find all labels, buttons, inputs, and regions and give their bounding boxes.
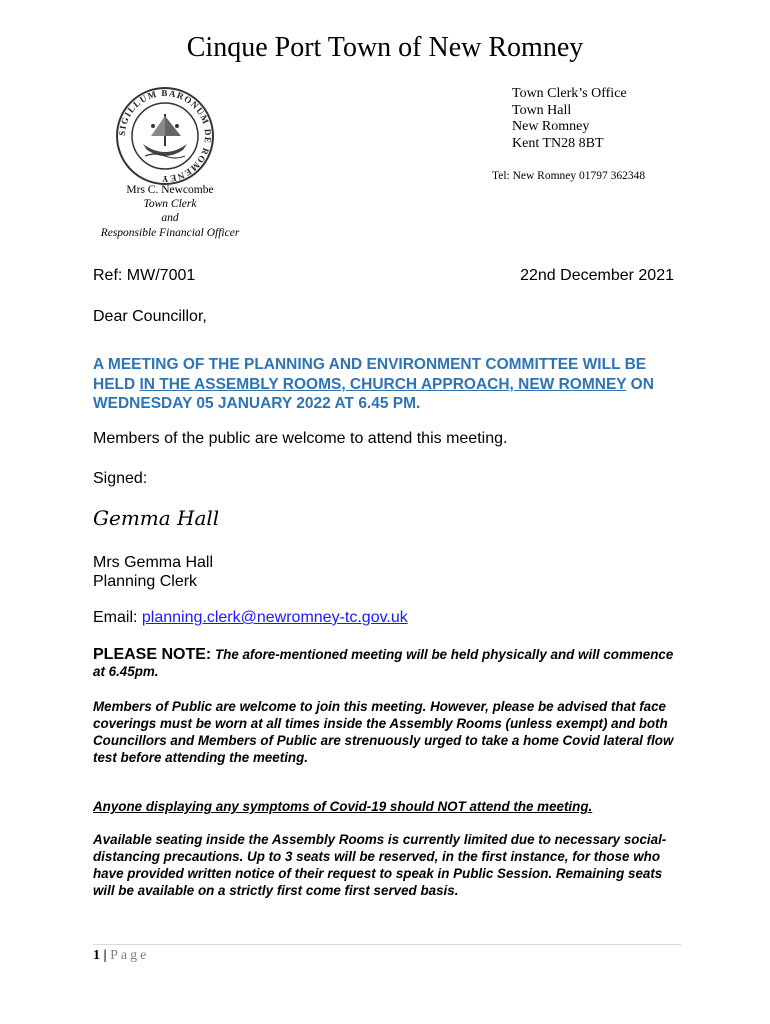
town-seal-icon — [115, 86, 215, 186]
public-welcome: Members of the public are welcome to attend this meeting. — [93, 430, 508, 447]
note-text: The afore-mentioned meeting will be held physically and will commence at 6.45pm. — [93, 647, 674, 679]
signer-name: Mrs Gemma Hall — [93, 554, 214, 571]
office-address — [512, 86, 627, 152]
address-line: Kent TN28 8BT — [512, 135, 604, 151]
signature: Gemma Hall — [93, 506, 220, 530]
signed-label: Signed: — [93, 470, 148, 487]
reference: Ref: MW/7001 — [93, 267, 196, 284]
meeting-venue: IN THE ASSEMBLY ROOMS, CHURCH APPROACH, NEW ROMNEY — [139, 375, 627, 393]
meeting-datetime: ON WEDNESDAY 05 JANUARY 2022 AT 6.45 PM. — [93, 375, 654, 412]
svg-text:SIGILLUM BARONUM DE ROMENEY: SIGILLUM BARONUM DE ROMENEY — [116, 87, 214, 185]
email-label: Email: — [93, 609, 142, 626]
letter-date: 22nd December 2021 — [520, 267, 674, 284]
salutation: Dear Councillor, — [93, 308, 207, 325]
signer-role: Planning Clerk — [93, 573, 198, 590]
please-note — [93, 646, 678, 680]
signer-block — [93, 553, 213, 591]
email-line — [93, 609, 408, 627]
address-line: Town Clerk’s Office — [512, 86, 627, 101]
town-clerk-block — [90, 183, 250, 240]
meeting-text: A MEETING OF THE PLANNING AND ENVIRONMENT COMMITTEE WILL BE HELD — [93, 356, 647, 393]
page-label: Page — [110, 948, 150, 963]
address-line: Town Hall — [512, 102, 572, 118]
address-line: New Romney — [512, 119, 590, 135]
page-footer — [93, 948, 149, 964]
clerk-and: and — [161, 212, 179, 225]
footer-separator: | — [100, 948, 111, 963]
page-title: Cinque Port Town of New Romney — [186, 32, 584, 63]
footer-divider — [93, 944, 681, 945]
clerk-name: Mrs C. Newcombe — [126, 184, 214, 196]
note-label: PLEASE NOTE: — [93, 646, 212, 663]
clerk-role-2: Responsible Financial Officer — [100, 226, 240, 239]
telephone: Tel: New Romney 01797 362348 — [492, 170, 646, 182]
notice-paragraph: Members of Public are welcome to join this meeting. However, please be advised that face coverings must be worn at all times inside the Assembly Rooms (unless exempt) and both Councillors and Members of Public are strenuously urged to take a home Covid lateral flow test before attending the meeting. — [93, 699, 674, 765]
email-link[interactable]: planning.clerk@newromney-tc.gov.uk — [141, 609, 408, 626]
page-number: 1 — [93, 948, 100, 963]
seating-paragraph: Available seating inside the Assembly Rooms is currently limited due to necessary social-distancing precautions. Up to 3 seats will be reserved, in the first instance, for those who have provided written notice of their request to speak in Public Session. Remaining seats will be available on a strictly first come first served basis. — [93, 832, 667, 898]
clerk-role: Town Clerk — [143, 198, 197, 211]
meeting-announcement — [93, 355, 683, 414]
symptoms-warning: Anyone displaying any symptoms of Covid-19 should NOT attend the meeting. — [93, 799, 593, 814]
